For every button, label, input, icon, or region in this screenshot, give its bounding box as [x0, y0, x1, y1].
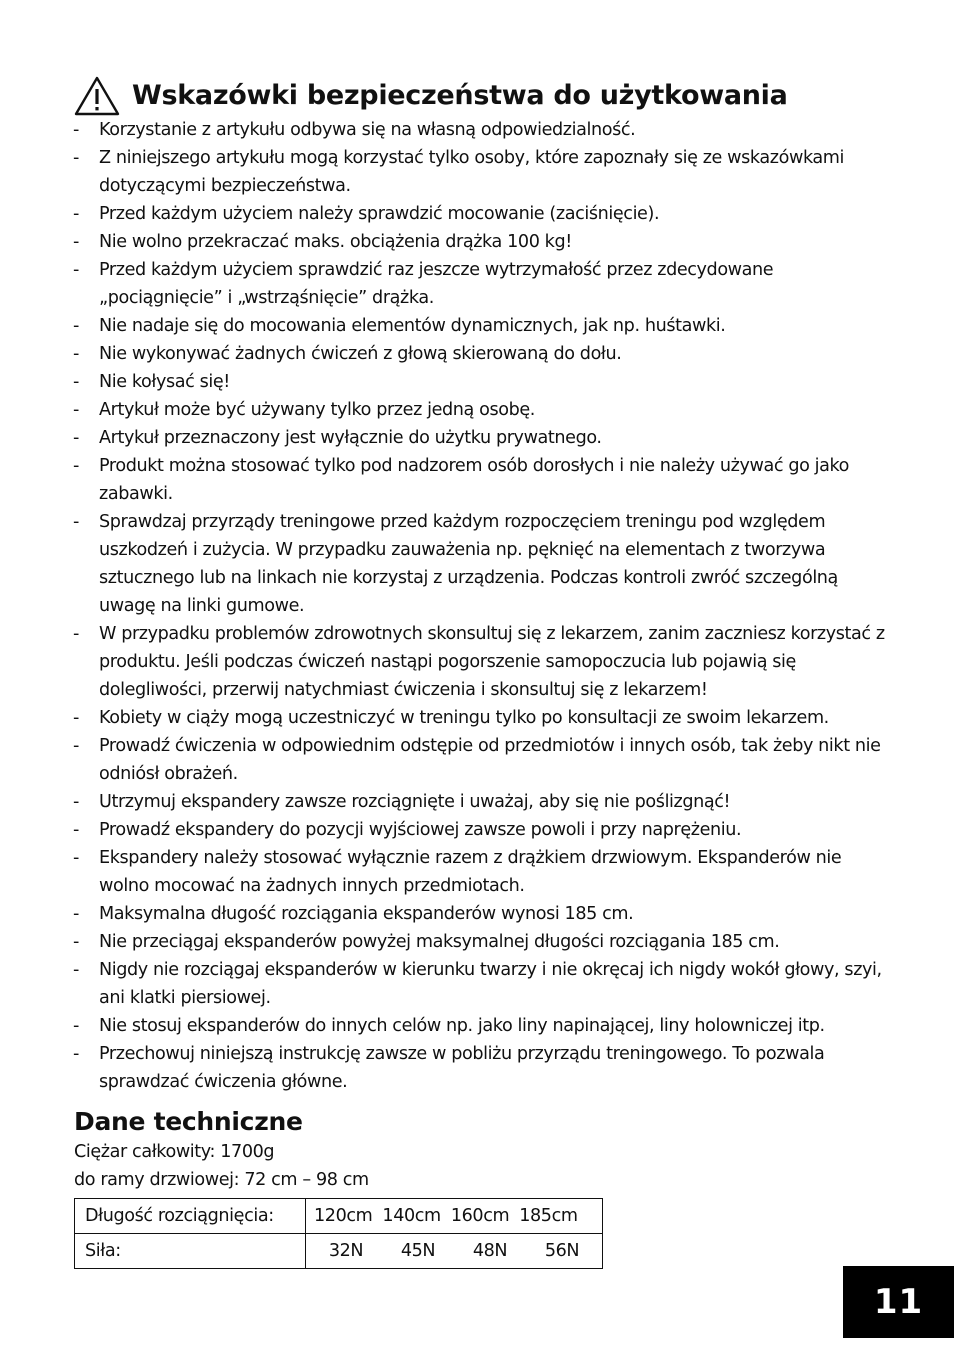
- list-item-text: Ekspandery należy stosować wyłącznie razem z drążkiem drzwiowym. Ekspanderów nie wolno mocować na żadnych innych przedmiotach.: [99, 848, 842, 896]
- list-item-text: Nie wolno przekraczać maks. obciążenia drążka 100 kg!: [99, 232, 572, 252]
- list-item-text: Kobiety w ciąży mogą uczestniczyć w treningu tylko po konsultacji ze swoim lekarzem.: [99, 708, 829, 728]
- table-cell: 140cm: [382, 1206, 441, 1226]
- list-item: [74, 368, 894, 396]
- table-cell: 160cm: [450, 1206, 510, 1226]
- list-item: [74, 816, 894, 844]
- dash-bullet: -: [73, 960, 79, 980]
- list-item: [74, 508, 894, 620]
- dash-bullet: -: [73, 260, 79, 280]
- list-item: [74, 144, 894, 200]
- dash-bullet: -: [73, 344, 79, 364]
- dash-bullet: -: [73, 624, 79, 644]
- force-values: [306, 1234, 603, 1269]
- list-item: [74, 900, 894, 928]
- list-item: [74, 732, 894, 788]
- list-item-text: Nie przeciągaj ekspanderów powyżej maksymalnej długości rozciągania 185 cm.: [99, 932, 780, 952]
- dash-bullet: -: [73, 736, 79, 756]
- dash-bullet: -: [73, 904, 79, 924]
- list-item: [74, 1012, 894, 1040]
- table-cell: 185cm: [519, 1206, 578, 1226]
- force-label: Siła:: [75, 1234, 306, 1269]
- safety-heading: [74, 76, 894, 116]
- dash-bullet: -: [73, 512, 79, 532]
- list-item: [74, 228, 894, 256]
- list-item-text: Nie kołysać się!: [99, 372, 230, 392]
- list-item-text: Nie nadaje się do mocowania elementów dynamicznych, jak np. huśtawki.: [99, 316, 726, 336]
- dash-bullet: -: [73, 400, 79, 420]
- table-cell: 45N: [400, 1241, 436, 1261]
- dash-bullet: -: [73, 708, 79, 728]
- dash-bullet: -: [73, 932, 79, 952]
- page-content: [74, 76, 894, 1269]
- list-item: [74, 788, 894, 816]
- dash-bullet: -: [73, 1044, 79, 1064]
- list-item-text: Korzystanie z artykułu odbywa się na własną odpowiedzialność.: [99, 120, 636, 140]
- list-item: [74, 200, 894, 228]
- tech-table: [74, 1198, 603, 1269]
- list-item-text: Produkt można stosować tylko pod nadzorem osób dorosłych i nie należy używać go jako zabawki.: [99, 456, 850, 504]
- list-item-text: Przed każdym użyciem sprawdzić raz jeszcze wytrzymałość przez zdecydowane „pociągnięcie” i „wstrząśnięcie” drążka.: [99, 260, 774, 308]
- dash-bullet: -: [73, 372, 79, 392]
- tech-frame: do ramy drzwiowej: 72 cm – 98 cm: [74, 1170, 369, 1190]
- list-item-text: Nigdy nie rozciągaj ekspanderów w kierunku twarzy i nie okręcaj ich nigdy wokół głowy, szyi, ani klatki piersiowej.: [99, 960, 882, 1008]
- table-row: [75, 1199, 603, 1234]
- list-item-text: Artykuł przeznaczony jest wyłącznie do użytku prywatnego.: [99, 428, 602, 448]
- list-item: [74, 312, 894, 340]
- safety-list: [74, 116, 894, 1096]
- table-cell: 56N: [544, 1241, 580, 1261]
- table-row: [75, 1234, 603, 1269]
- dash-bullet: -: [73, 148, 79, 168]
- list-item-text: Przechowuj niniejszą instrukcję zawsze w pobliżu przyrządu treningowego. To pozwala sprawdzać ćwiczenia główne.: [99, 1044, 825, 1092]
- stretch-length-values: [306, 1199, 603, 1234]
- dash-bullet: -: [73, 456, 79, 476]
- list-item: [74, 956, 894, 1012]
- list-item: [74, 116, 894, 144]
- list-item-text: Sprawdzaj przyrządy treningowe przed każdym rozpoczęciem treningu pod względem uszkodzeń i zużycia. W przypadku zauważenia np. pęknięć na elementach z tworzywa sztucznego lub na linkach nie korzystaj z urządzenia. Podczas kontroli zwróć szczególną uwagę na linki gumowe.: [99, 512, 838, 616]
- dash-bullet: -: [73, 820, 79, 840]
- tech-title: Dane techniczne: [74, 1107, 303, 1136]
- list-item: [74, 704, 894, 732]
- table-cell: 48N: [472, 1241, 508, 1261]
- list-item-text: Z niniejszego artykułu mogą korzystać tylko osoby, które zapoznały się ze wskazówkami dotyczącymi bezpieczeństwa.: [99, 148, 845, 196]
- dash-bullet: -: [73, 120, 79, 140]
- list-item-text: Nie wykonywać żadnych ćwiczeń z głową skierowaną do dołu.: [99, 344, 622, 364]
- list-item-text: Nie stosuj ekspanderów do innych celów np. jako liny napinającej, liny holowniczej itp.: [99, 1016, 825, 1036]
- list-item-text: Przed każdym użyciem należy sprawdzić mocowanie (zaciśnięcie).: [99, 204, 660, 224]
- dash-bullet: -: [73, 232, 79, 252]
- list-item: [74, 452, 894, 508]
- list-item: [74, 928, 894, 956]
- list-item-text: Artykuł może być używany tylko przez jedną osobę.: [99, 400, 535, 420]
- list-item: [74, 1040, 894, 1096]
- list-item-text: Prowadź ekspandery do pozycji wyjściowej zawsze powoli i przy naprężeniu.: [99, 820, 742, 840]
- tech-weight: Ciężar całkowity: 1700g: [74, 1142, 275, 1162]
- dash-bullet: -: [73, 204, 79, 224]
- list-item: [74, 396, 894, 424]
- dash-bullet: -: [73, 428, 79, 448]
- table-cell: 120cm: [314, 1206, 373, 1226]
- dash-bullet: -: [73, 316, 79, 336]
- list-item-text: Prowadź ćwiczenia w odpowiednim odstępie od przedmiotów i innych osób, tak żeby nikt nie odniósł obrażeń.: [99, 736, 881, 784]
- stretch-length-label: Długość rozciągnięcia:: [75, 1199, 306, 1234]
- warning-triangle-icon: [74, 76, 120, 116]
- table-cell: 32N: [328, 1241, 364, 1261]
- list-item: [74, 256, 894, 312]
- list-item-text: W przypadku problemów zdrowotnych skonsultuj się z lekarzem, zanim zaczniesz korzystać z produktu. Jeśli podczas ćwiczeń nastąpi pogorszenie samopoczucia lub pojawią się dolegliwości, przerwij natychmiast ćwiczenia i skonsultuj się z lekarzem!: [99, 624, 885, 700]
- list-item-text: Maksymalna długość rozciągania ekspanderów wynosi 185 cm.: [99, 904, 634, 924]
- list-item: [74, 844, 894, 900]
- list-item: [74, 424, 894, 452]
- dash-bullet: -: [73, 792, 79, 812]
- safety-title: Wskazówki bezpieczeństwa do użytkowania: [132, 80, 788, 111]
- dash-bullet: -: [73, 1016, 79, 1036]
- dash-bullet: -: [73, 848, 79, 868]
- list-item: [74, 340, 894, 368]
- page-number: 11: [843, 1266, 954, 1338]
- list-item-text: Utrzymuj ekspandery zawsze rozciągnięte i uważaj, aby się nie poślizgnąć!: [99, 792, 731, 812]
- list-item: [74, 620, 894, 704]
